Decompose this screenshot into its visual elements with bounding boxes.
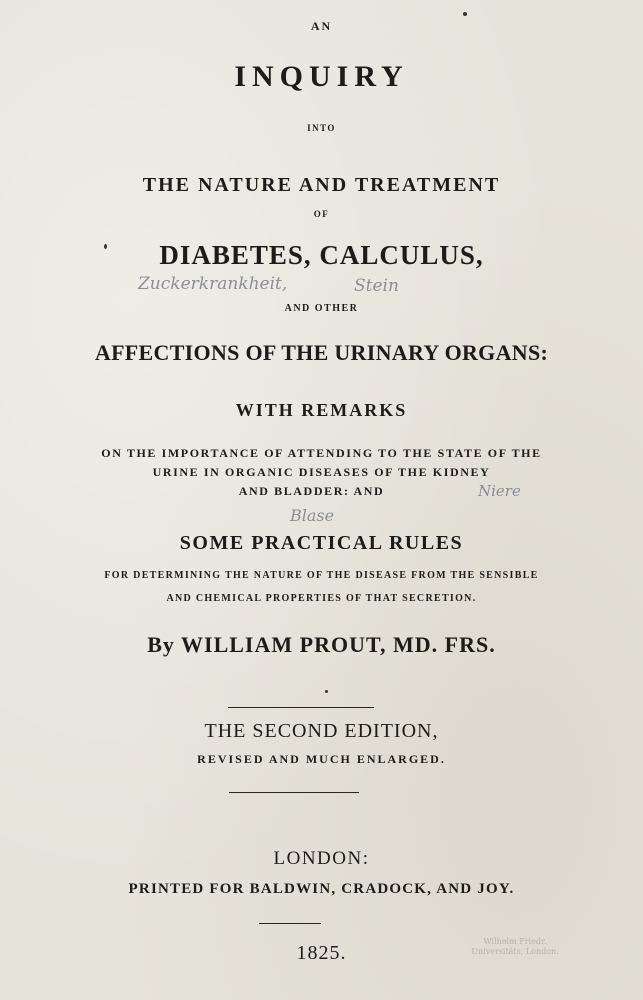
library-stamp xyxy=(440,937,590,958)
line-of: OF xyxy=(313,209,330,219)
line-inquiry: INQUIRY xyxy=(234,60,409,93)
handwritten-note-blase: Blase xyxy=(290,506,335,525)
line-remarks: WITH REMARKS xyxy=(235,400,408,420)
line-diabetes: DIABETES, CALCULUS, xyxy=(159,240,484,270)
ink-speck xyxy=(104,244,107,249)
author-line: By WILLIAM PROUT, MD. FRS. xyxy=(147,632,496,657)
line-importance-3: AND BLADDER: AND xyxy=(238,484,385,498)
revised-line: REVISED AND MUCH ENLARGED. xyxy=(197,752,446,766)
divider-rule-bottom xyxy=(259,923,321,924)
stamp-line-1: Wilhelm Friedr. xyxy=(483,937,547,946)
year-line: 1825. xyxy=(296,942,347,964)
city-line: LONDON: xyxy=(273,848,370,869)
line-importance-2: URINE IN ORGANIC DISEASES OF THE KIDNEY xyxy=(152,465,491,479)
handwritten-note-niere: Niere xyxy=(478,482,521,500)
line-determining-1: FOR DETERMINING THE NATURE OF THE DISEASE FROM THE SENSIBLE xyxy=(104,570,539,581)
line-importance-1: ON THE IMPORTANCE OF ATTENDING TO THE STATE OF THE xyxy=(101,446,542,460)
edition-line: THE SECOND EDITION, xyxy=(204,720,439,742)
line-affections: AFFECTIONS OF THE URINARY ORGANS: xyxy=(94,340,549,365)
printer-line: PRINTED FOR BALDWIN, CRADOCK, AND JOY. xyxy=(128,881,515,897)
handwritten-note-zucker: Zuckerkrankheit, xyxy=(138,274,288,294)
line-and-other: AND OTHER xyxy=(284,303,359,314)
stamp-line-2: Universitäts, London. xyxy=(471,947,559,957)
line-rules: SOME PRACTICAL RULES xyxy=(179,532,464,554)
line-an: AN xyxy=(310,19,333,33)
ornament-dot xyxy=(325,690,328,693)
divider-rule-top xyxy=(228,707,374,708)
divider-rule-middle xyxy=(229,792,359,793)
line-nature: THE NATURE AND TREATMENT xyxy=(142,174,501,196)
line-determining-2: AND CHEMICAL PROPERTIES OF THAT SECRETION. xyxy=(166,593,477,604)
ink-speck xyxy=(463,12,467,16)
line-into: INTO xyxy=(307,123,336,133)
handwritten-note-stein: Stein xyxy=(354,276,399,296)
